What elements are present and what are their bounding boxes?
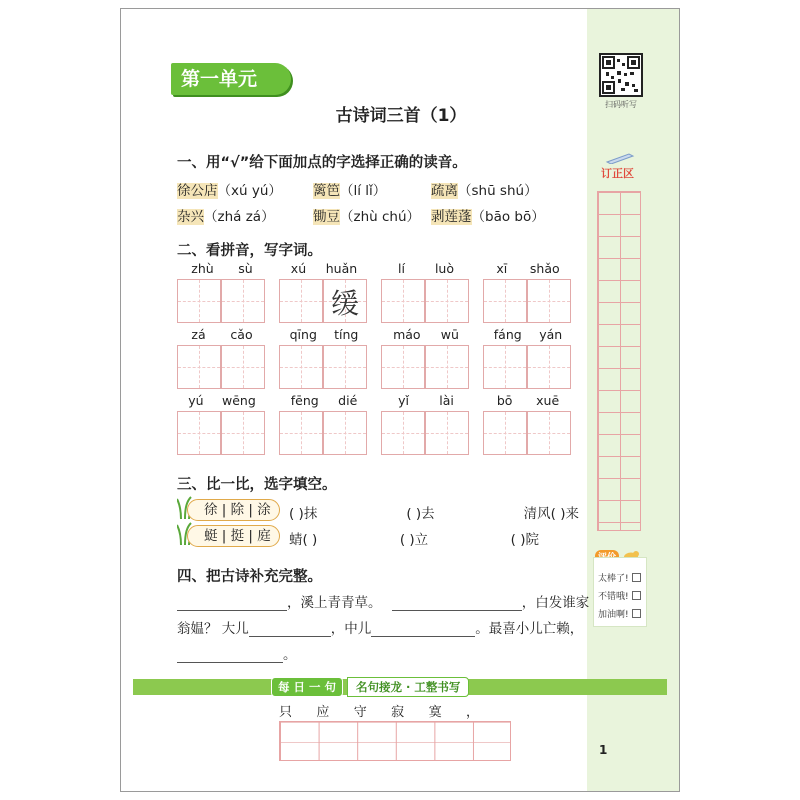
- evaluation-option[interactable]: 太棒了!: [594, 568, 646, 586]
- fill-item[interactable]: ( )院: [510, 532, 539, 548]
- section-three-heading: 三、比一比，选字填空。: [177, 477, 337, 493]
- copy-writing-grid[interactable]: [279, 721, 511, 761]
- writing-cell[interactable]: [527, 411, 571, 455]
- pinyin-label: lí luò: [398, 261, 454, 276]
- pronunciation-item: 锄豆（zhù chú）: [313, 209, 421, 225]
- pinyin-label: zhù sù: [191, 261, 253, 276]
- writing-cell[interactable]: [425, 411, 469, 455]
- writing-cell[interactable]: [483, 345, 527, 389]
- pronunciation-row-1: [177, 179, 577, 199]
- poem-blank[interactable]: [371, 623, 475, 637]
- poem-blank[interactable]: [177, 597, 287, 611]
- writing-cell[interactable]: [425, 345, 469, 389]
- writing-cell[interactable]: [425, 279, 469, 323]
- evaluation-box: [593, 557, 647, 627]
- writing-box-pair: [279, 411, 367, 455]
- sample-character: 缓: [330, 287, 359, 320]
- writing-cell[interactable]: [221, 279, 265, 323]
- daily-sentence-label: 每 日 一 句: [271, 677, 343, 697]
- pronunciation-row-2: [177, 205, 577, 225]
- writing-cell[interactable]: [279, 345, 323, 389]
- writing-cell[interactable]: [483, 411, 527, 455]
- writing-cell[interactable]: [381, 411, 425, 455]
- writing-cell[interactable]: [177, 279, 221, 323]
- poem-blank[interactable]: [177, 649, 283, 663]
- writing-box-pair: [177, 345, 265, 389]
- pronunciation-item: 篱笆（lí lǐ）: [313, 183, 387, 199]
- pronunciation-item: 杂兴（zhá zá）: [177, 209, 275, 225]
- writing-cell[interactable]: [323, 279, 367, 323]
- unit-tab: 第一单元: [171, 63, 291, 95]
- poem-blank[interactable]: [249, 623, 331, 637]
- pinyin-label: xī shǎo: [496, 261, 560, 276]
- fill-item[interactable]: ( )立: [399, 532, 429, 548]
- fill-item[interactable]: 清风( )来: [523, 506, 579, 522]
- copy-sentence: 只 应 守 寂 寞 ，: [279, 705, 479, 720]
- writing-box-pair: [177, 411, 265, 455]
- checkbox[interactable]: [632, 591, 641, 600]
- fill-item[interactable]: ( )去: [406, 506, 435, 522]
- writing-cell[interactable]: [177, 411, 221, 455]
- section-one-heading: 一、用“√”给下面加点的字选择正确的读音。: [177, 155, 467, 171]
- evaluation-option[interactable]: 加油啊!: [594, 604, 646, 622]
- pinyin-label: yú wēng: [188, 393, 256, 408]
- writing-box-pair: [381, 345, 469, 389]
- writing-box-pair: [483, 279, 571, 323]
- writing-cell[interactable]: [279, 279, 323, 323]
- page-number: 1: [599, 743, 608, 757]
- qr-code-icon[interactable]: [599, 53, 643, 97]
- fill-item[interactable]: 蜻( ): [289, 532, 318, 548]
- checkbox[interactable]: [632, 573, 641, 582]
- pinyin-label: zá cǎo: [191, 327, 253, 342]
- option-group-1: 徐 | 除 | 涂: [187, 499, 280, 521]
- fill-item[interactable]: ( )抹: [289, 506, 318, 522]
- writing-cell[interactable]: [381, 279, 425, 323]
- fill-row-2: [289, 528, 539, 548]
- pronunciation-item: 疏离（shū shú）: [431, 183, 538, 199]
- correction-grid[interactable]: [597, 191, 641, 531]
- worksheet-page: [120, 8, 680, 792]
- writing-box-pair: [279, 279, 367, 323]
- writing-cell[interactable]: [323, 411, 367, 455]
- writing-box-pair: [483, 411, 571, 455]
- writing-cell[interactable]: [381, 345, 425, 389]
- writing-cell[interactable]: [177, 345, 221, 389]
- section-four-heading: 四、把古诗补充完整。: [177, 569, 322, 585]
- writing-cell[interactable]: [279, 411, 323, 455]
- pinyin-label: fáng yán: [493, 327, 563, 342]
- evaluation-option[interactable]: 不错哦!: [594, 586, 646, 604]
- pronunciation-item: 徐公店（xú yú）: [177, 183, 282, 199]
- writing-cell[interactable]: [221, 411, 265, 455]
- poem-blank[interactable]: [392, 597, 522, 611]
- poem-line-3: 。: [177, 643, 297, 663]
- pinyin-label: xú huǎn: [290, 261, 358, 276]
- qr-caption: 扫码听写: [605, 100, 637, 109]
- writing-box-pair: [483, 345, 571, 389]
- pronunciation-item: 剥莲蓬（bāo bō）: [431, 209, 545, 225]
- writing-box-pair: [279, 345, 367, 389]
- page-title: 古诗词三首（1）: [335, 106, 467, 126]
- checkbox[interactable]: [632, 609, 641, 618]
- option-group-2: 蜓 | 挺 | 庭: [187, 525, 280, 547]
- correction-label: 订正区: [601, 167, 634, 180]
- poem-line-2: 翁媪？ 大儿 ，中儿 。最喜小儿亡赖，: [177, 621, 584, 637]
- pinyin-label: yǐ lài: [398, 393, 454, 408]
- writing-box-pair: [381, 411, 469, 455]
- writing-box-pair: [177, 279, 265, 323]
- pinyin-label: fēng dié: [290, 393, 358, 408]
- writing-cell[interactable]: [483, 279, 527, 323]
- writing-cell[interactable]: [527, 279, 571, 323]
- section-two-heading: 二、看拼音，写字词。: [177, 243, 322, 259]
- writing-cell[interactable]: [323, 345, 367, 389]
- writing-cell[interactable]: [527, 345, 571, 389]
- daily-sentence-subtitle: 名句接龙 · 工整书写: [347, 677, 469, 697]
- writing-box-pair: [381, 279, 469, 323]
- fill-row-1: [289, 502, 579, 522]
- pinyin-label: máo wū: [393, 327, 459, 342]
- pinyin-label: bō xuē: [496, 393, 560, 408]
- poem-line-1: ，溪上青青草。 ，白发谁家: [177, 591, 589, 611]
- writing-cell[interactable]: [221, 345, 265, 389]
- pinyin-label: qīng tíng: [289, 327, 359, 342]
